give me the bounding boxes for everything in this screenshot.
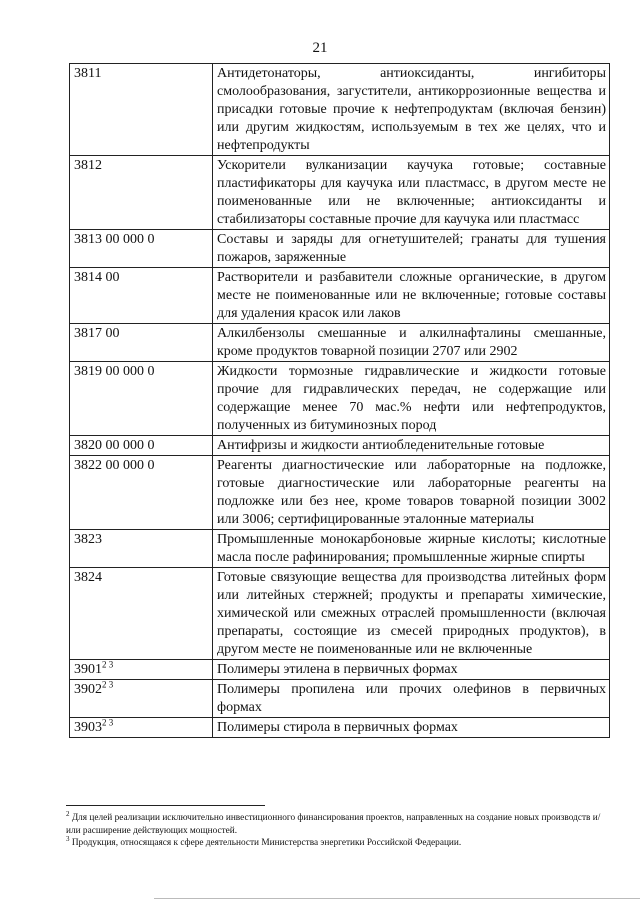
footnote-mark: 3	[66, 834, 70, 843]
code-value: 3901	[74, 662, 102, 677]
table-row	[70, 230, 610, 268]
description-cell: Полимеры этилена в первичных формах	[213, 660, 610, 680]
table-row	[70, 568, 610, 660]
footnote-reference: 2 3	[102, 717, 114, 728]
description-cell: Полимеры стирола в первичных формах	[213, 718, 610, 738]
description-cell: Жидкости тормозные гидравлические и жидкости готовые прочие для гидравлических передач, не содержащие или содержащие менее 70 мас.% нефти или нефтепродуктов, полученных из битуминозных пород	[213, 362, 610, 436]
code-value: 3822 00 000 0	[74, 458, 155, 473]
code-value: 3813 00 000 0	[74, 232, 155, 247]
code-value: 3902	[74, 682, 102, 697]
table-row	[70, 660, 610, 680]
footnote-3	[66, 834, 606, 850]
table-row	[70, 680, 610, 718]
footnote-text: Для целей реализации исключительно инвестиционного финансирования проектов, направленных на создание новых производств и/или расширение действующих мощностей.	[66, 813, 601, 836]
code-value: 3812	[74, 158, 102, 173]
code-cell	[70, 718, 213, 738]
description-cell: Антифризы и жидкости антиобледенительные готовые	[213, 436, 610, 456]
table-row	[70, 530, 610, 568]
table-row	[70, 64, 610, 156]
table-row	[70, 324, 610, 362]
code-value: 3823	[74, 532, 102, 547]
description-cell: Алкилбензолы смешанные и алкилнафталины смешанные, кроме продуктов товарной позиции 2707 или 2902	[213, 324, 610, 362]
code-value: 3811	[74, 66, 102, 81]
table-row	[70, 436, 610, 456]
code-cell	[70, 324, 213, 362]
code-cell	[70, 530, 213, 568]
customs-code-table	[69, 63, 610, 738]
description-cell: Растворители и разбавители сложные органические, в другом месте не поименованные или не включенные; готовые составы для удаления красок или лаков	[213, 268, 610, 324]
footnote-reference: 2 3	[102, 679, 114, 690]
code-value: 3814 00	[74, 270, 120, 285]
code-cell	[70, 660, 213, 680]
description-cell: Ускорители вулканизации каучука готовые; составные пластификаторы для каучука или пластмасс, в другом месте не поименованные или не включенные; антиоксиданты и стабилизаторы составные прочие для каучука или пластмасс	[213, 156, 610, 230]
code-cell	[70, 230, 213, 268]
description-cell: Готовые связующие вещества для производства литейных форм или литейных стержней; продукты и препараты химические, химической или смежных отраслей промышленности (включая препараты, состоящие из смесей природных продуктов), в другом месте не поименованные или не включенные	[213, 568, 610, 660]
table-row	[70, 156, 610, 230]
description-cell: Реагенты диагностические или лабораторные на подложке, готовые диагностические или лабораторные реагенты на подложке или без нее, кроме товаров товарной позиции 3002 или 3006; сертифицированные эталонные материалы	[213, 456, 610, 530]
code-cell	[70, 436, 213, 456]
footnote-2	[66, 809, 606, 837]
code-value: 3817 00	[74, 326, 120, 341]
footnote-mark: 2	[66, 809, 70, 818]
table-body	[70, 64, 610, 738]
description-cell: Составы и заряды для огнетушителей; гранаты для тушения пожаров, заряженные	[213, 230, 610, 268]
code-cell	[70, 64, 213, 156]
code-value: 3903	[74, 720, 102, 735]
code-value: 3820 00 000 0	[74, 438, 155, 453]
code-value: 3819 00 000 0	[74, 364, 155, 379]
code-cell	[70, 456, 213, 530]
code-value: 3824	[74, 570, 102, 585]
scan-edge-line	[154, 898, 640, 899]
description-cell: Антидетонаторы, антиоксиданты, ингибиторы смолообразования, загустители, антикоррозионные вещества и присадки готовые прочие к нефтепродуктам (включая бензин) или другим жидкостям, используемым в тех же целях, что и нефтепродукты	[213, 64, 610, 156]
page-number: 21	[312, 40, 328, 56]
footnotes	[66, 809, 606, 850]
table-row	[70, 362, 610, 436]
description-cell: Полимеры пропилена или прочих олефинов в первичных формах	[213, 680, 610, 718]
code-cell	[70, 362, 213, 436]
footnote-reference: 2 3	[102, 659, 114, 670]
table-row	[70, 268, 610, 324]
footnote-separator	[66, 805, 265, 806]
table-row	[70, 718, 610, 738]
code-cell	[70, 568, 213, 660]
table-row	[70, 456, 610, 530]
footnote-text: Продукция, относящаяся к сфере деятельности Министерства энергетики Российской Федерации.	[71, 838, 462, 848]
description-cell: Промышленные монокарбоновые жирные кислоты; кислотные масла после рафинирования; промышленные жирные спирты	[213, 530, 610, 568]
code-cell	[70, 268, 213, 324]
code-cell	[70, 156, 213, 230]
code-cell	[70, 680, 213, 718]
